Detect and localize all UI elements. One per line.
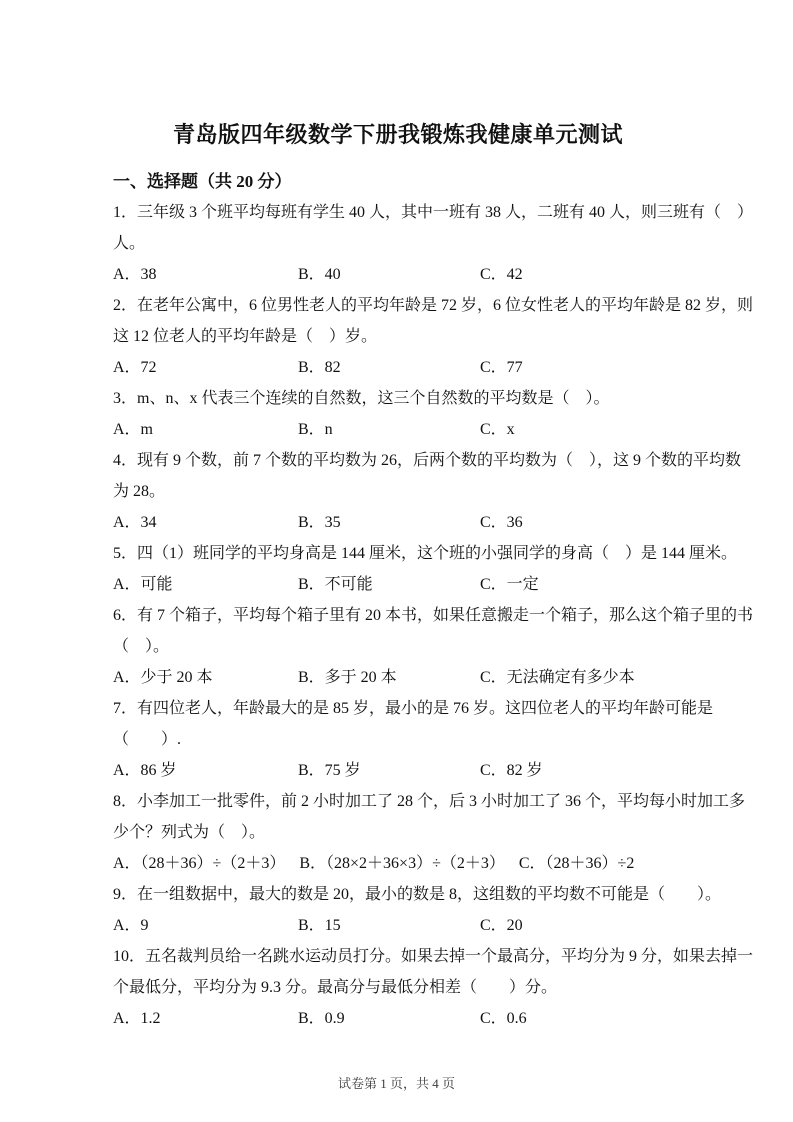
option-a: A．m	[113, 421, 154, 438]
option-c: C．（28＋36）÷2	[518, 855, 635, 872]
option-b: B．35	[298, 514, 341, 531]
option-c: C．一定	[480, 576, 539, 593]
option-c: C．77	[480, 359, 523, 376]
option-a: A．38	[113, 266, 157, 283]
question-options	[113, 910, 683, 941]
question-line: （ ）。	[113, 638, 170, 655]
question-line: 7．有四位老人，年龄最大的是 85 岁，最小的是 76 岁。这四位老人的平均年龄可能是	[113, 700, 714, 717]
question-options	[113, 569, 683, 600]
option-c: C．0.6	[480, 1010, 527, 1027]
option-b: B．15	[298, 917, 341, 934]
option-c: C．无法确定有多少本	[480, 669, 635, 686]
question-line: 9．在一组数据中，最大的数是 20，最小的数是 8，这组数的平均数不可能是（ ）。	[113, 886, 722, 903]
question-4	[113, 445, 742, 538]
question-line: 3．m、n、x 代表三个连续的自然数，这三个自然数的平均数是（ ）。	[113, 390, 610, 407]
option-a: A．72	[113, 359, 157, 376]
question-line: 5．四（1）班同学的平均身高是 144 厘米，这个班的小强同学的身高（ ）是 144 厘米。	[113, 545, 738, 562]
question-line: 2．在老年公寓中，6 位男性老人的平均年龄是 72 岁，6 位女性老人的平均年龄是 82 岁，则	[113, 297, 754, 314]
option-b: B．多于 20 本	[298, 669, 397, 686]
question-line: 为 28。	[113, 483, 166, 500]
question-9	[113, 879, 722, 941]
question-options	[113, 755, 683, 786]
option-b: B．0.9	[298, 1010, 345, 1027]
option-c: C．x	[480, 421, 515, 438]
question-options	[113, 507, 683, 538]
option-a: A．86 岁	[113, 762, 177, 779]
question-10	[113, 941, 754, 1034]
question-line: 10．五名裁判员给一名跳水运动员打分。如果去掉一个最高分，平均分为 9 分，如果去掉一	[113, 948, 754, 965]
option-c: C．82 岁	[480, 762, 543, 779]
question-line: 1．三年级 3 个班平均每班有学生 40 人，其中一班有 38 人，二班有 40 人，则三班有（ ）	[113, 204, 754, 221]
option-b: B．（28×2＋36×3）÷（2＋3）	[299, 855, 505, 872]
question-line: 4．现有 9 个数，前 7 个数的平均数为 26，后两个数的平均数为（ ），这 9 个数的平均数	[113, 452, 742, 469]
option-b: B．40	[298, 266, 341, 283]
option-b: B．n	[298, 421, 333, 438]
question-options	[113, 1003, 683, 1034]
option-b: B．75 岁	[298, 762, 361, 779]
question-line: 这 12 位老人的平均年龄是（ ）岁。	[113, 328, 378, 345]
question-2	[113, 290, 754, 383]
question-line: 个最低分，平均分为 9.3 分。最高分与最低分相差（ ）分。	[113, 979, 558, 996]
question-3	[113, 383, 683, 445]
question-line: 少个？列式为（ ）。	[113, 824, 266, 841]
question-5	[113, 538, 738, 600]
question-6	[113, 600, 754, 693]
question-7	[113, 693, 714, 786]
question-options	[113, 848, 683, 879]
option-a: A．（28＋36）÷（2＋3）	[113, 855, 286, 872]
question-line: 6．有 7 个箱子，平均每个箱子里有 20 本书，如果任意搬走一个箱子，那么这个箱子里的书	[113, 607, 754, 624]
question-1	[113, 197, 754, 290]
question-line: （ ）.	[113, 731, 182, 748]
question-line: 8．小李加工一批零件，前 2 小时加工了 28 个，后 3 小时加工了 36 个，平均每小时加工多	[113, 793, 746, 810]
question-options	[113, 352, 683, 383]
option-a: A．34	[113, 514, 157, 531]
option-b: B．82	[298, 359, 341, 376]
question-options	[113, 414, 683, 445]
option-c: C．42	[480, 266, 523, 283]
page-content	[113, 118, 754, 1034]
option-a: A．可能	[113, 576, 173, 593]
page-footer: 试卷第 1 页，共 4 页	[337, 1076, 455, 1091]
option-c: C．36	[480, 514, 523, 531]
option-a: A．9	[113, 917, 149, 934]
question-8	[113, 786, 746, 879]
question-line: 人。	[113, 235, 146, 252]
question-options	[113, 259, 683, 290]
option-a: A．1.2	[113, 1010, 161, 1027]
question-options	[113, 662, 683, 693]
option-a: A．少于 20 本	[113, 669, 213, 686]
option-b: B．不可能	[298, 576, 373, 593]
section-header: 一、选择题（共 20 分）	[113, 172, 292, 191]
page-title: 青岛版四年级数学下册我锻炼我健康单元测试	[172, 122, 623, 147]
option-c: C．20	[480, 917, 523, 934]
